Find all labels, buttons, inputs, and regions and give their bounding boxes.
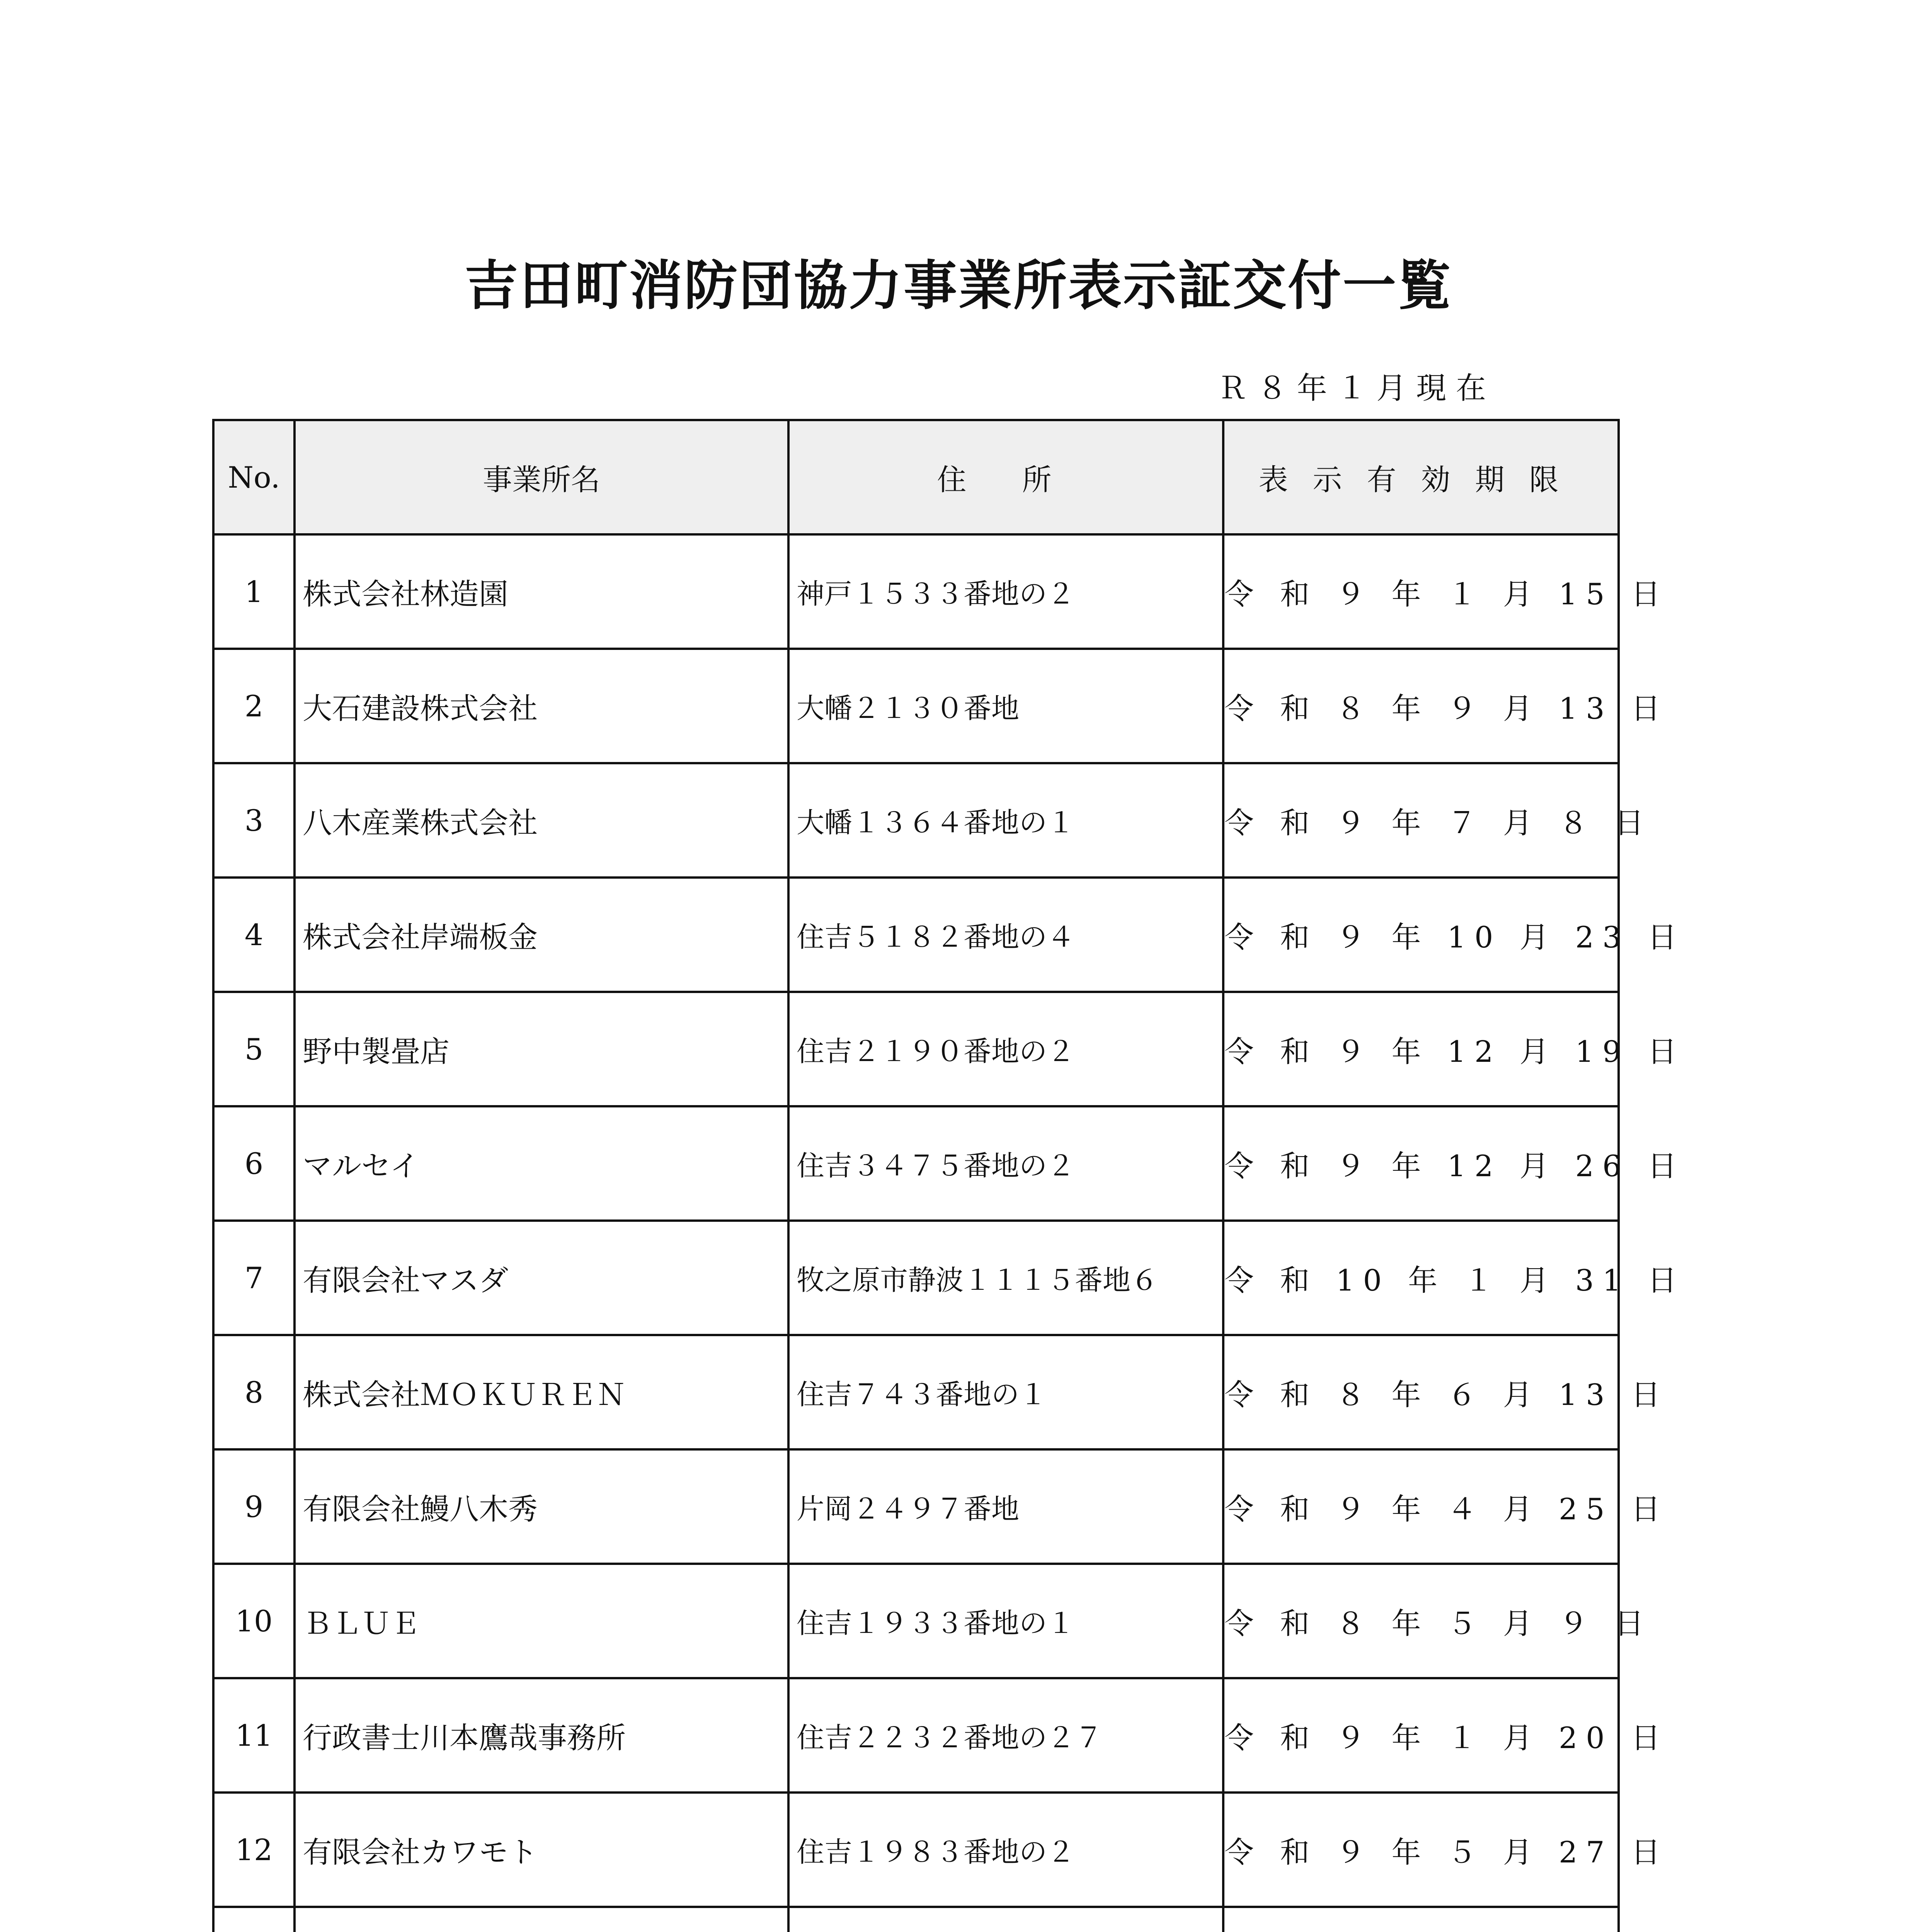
row-number: 1 (213, 534, 295, 649)
business-address: 住吉２２３２番地の２７ (788, 1678, 1223, 1793)
table-row (213, 1678, 1619, 1793)
business-name: 有限会社カワモト (295, 1793, 788, 1907)
validity-date: 令 和 10 年 １ 月 31 日 (1223, 1221, 1619, 1335)
header-validity (1223, 420, 1619, 534)
business-name: 有限会社マスダ (295, 1221, 788, 1335)
business-address (788, 1907, 1223, 1932)
table-row (213, 878, 1619, 992)
table-row (213, 1793, 1619, 1907)
table-row (213, 534, 1619, 649)
business-address: 牧之原市静波１１１５番地６ (788, 1221, 1223, 1335)
row-number: 7 (213, 1221, 295, 1335)
business-address: 住吉２１９０番地の２ (788, 992, 1223, 1106)
business-address: 大幡１３６４番地の１ (788, 763, 1223, 878)
row-number: 2 (213, 649, 295, 763)
page-title: 吉田町消防団協力事業所表示証交付一覧 (464, 255, 1452, 317)
validity-date: 令 和 ９ 年 12 月 19 日 (1223, 992, 1619, 1106)
business-name: 八木産業株式会社 (295, 763, 788, 878)
validity-date: 令 和 ８ 年 ６ 月 13 日 (1223, 1335, 1619, 1449)
table-row (213, 1449, 1619, 1564)
business-address: 住吉１９８３番地の２ (788, 1793, 1223, 1907)
validity-date: 令 和 ９ 年 １ 月 20 日 (1223, 1678, 1619, 1793)
business-address: 住吉５１８２番地の４ (788, 878, 1223, 992)
business-name: ＢＬＵＥ (295, 1564, 788, 1678)
validity-date: 令 和 ９ 年 １ 月 15 日 (1223, 534, 1619, 649)
row-number: 8 (213, 1335, 295, 1449)
as-of-date: Ｒ ８ 年 １ 月 現 在 (1217, 371, 1486, 406)
table-row (213, 1564, 1619, 1678)
table-row (213, 763, 1619, 878)
business-address: 住吉３４７５番地の２ (788, 1106, 1223, 1221)
validity-date (1223, 1907, 1619, 1932)
header-address-label: 住 所 (937, 462, 1075, 497)
row-number: 10 (213, 1564, 295, 1678)
table-row (213, 1106, 1619, 1221)
validity-date: 令 和 ８ 年 ９ 月 13 日 (1223, 649, 1619, 763)
validity-date: 令 和 ９ 年 ５ 月 27 日 (1223, 1793, 1619, 1907)
validity-date: 令 和 ９ 年 12 月 26 日 (1223, 1106, 1619, 1221)
table-row (213, 1907, 1619, 1932)
table-body (213, 534, 1685, 1932)
table-row (213, 1335, 1619, 1449)
business-name: 野中製畳店 (295, 992, 788, 1106)
row-number: 6 (213, 1106, 295, 1221)
header-row (213, 420, 1619, 534)
row-number: 5 (213, 992, 295, 1106)
table-row (213, 649, 1619, 763)
table-row (213, 992, 1619, 1106)
business-name: マルセイ (295, 1106, 788, 1221)
row-number: 3 (213, 763, 295, 878)
header-validity-label: 表示有効期限 (1258, 462, 1583, 497)
business-name: 大石建設株式会社 (295, 649, 788, 763)
table-header (213, 420, 1619, 534)
business-name: 有限会社鰻八木秀 (295, 1449, 788, 1564)
business-name: 行政書士川本鷹哉事務所 (295, 1678, 788, 1793)
business-address: 大幡２１３０番地 (788, 649, 1223, 763)
row-number: 11 (213, 1678, 295, 1793)
business-address: 住吉１９３３番地の１ (788, 1564, 1223, 1678)
validity-date: 令 和 ８ 年 ５ 月 ９ 日 (1223, 1564, 1619, 1678)
row-number: 9 (213, 1449, 295, 1564)
row-number: 12 (213, 1793, 295, 1907)
header-address (788, 420, 1223, 534)
business-name: 株式会社岸端板金 (295, 878, 788, 992)
header-no: No. (213, 420, 295, 534)
business-address: 住吉７４３番地の１ (788, 1335, 1223, 1449)
business-address: 神戸１５３３番地の２ (788, 534, 1223, 649)
certificate-table (212, 419, 1685, 1932)
validity-date: 令 和 ９ 年 ４ 月 25 日 (1223, 1449, 1619, 1564)
business-name: 株式会社林造園 (295, 534, 788, 649)
business-name: 株式会社ＭＯＫＵＲＥＮ (295, 1335, 788, 1449)
validity-date: 令 和 ９ 年 10 月 23 日 (1223, 878, 1619, 992)
row-number: 4 (213, 878, 295, 992)
business-address: 片岡２４９７番地 (788, 1449, 1223, 1564)
business-name (295, 1907, 788, 1932)
header-name: 事業所名 (295, 420, 788, 534)
validity-date: 令 和 ９ 年 ７ 月 ８ 日 (1223, 763, 1619, 878)
table-row (213, 1221, 1619, 1335)
row-number (213, 1907, 295, 1932)
